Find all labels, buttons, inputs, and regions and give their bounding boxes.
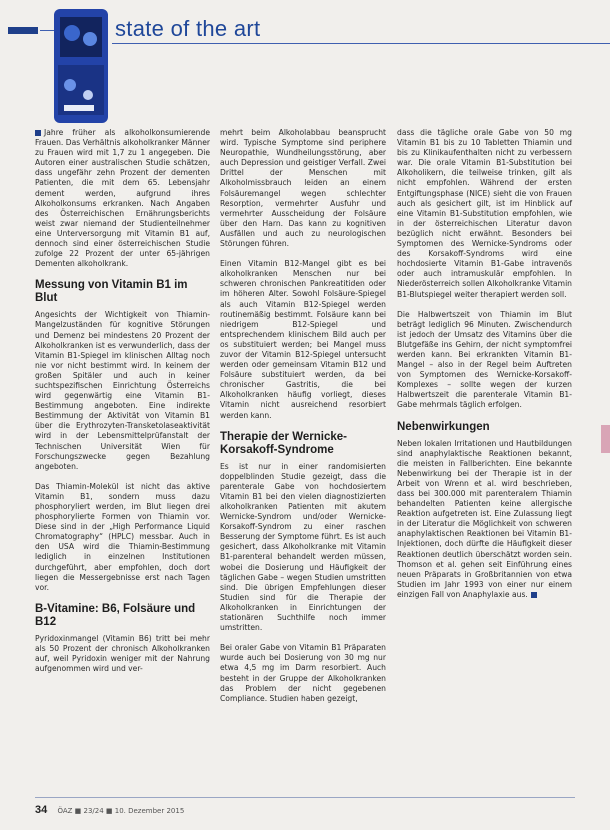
article-column-3 (397, 128, 572, 610)
subheading: B-Vitamine: B6, Folsäure und B12 (35, 602, 196, 628)
paragraph: Bei oraler Gabe von Vitamin B1 Präparaten wurde auch bei Dosierung von 30 mg nur etwa 4,5 mg im Darm resorbiert. Auch besteht in der Gruppe der Alkoholkranken das Problem der nicht gegebenen Compliance. Studien haben gezeigt, (220, 643, 386, 703)
header-rule (112, 43, 610, 44)
subheading: Therapie der Wernicke-Korsakoff-Syndrome (220, 430, 347, 456)
paragraph: Jahre früher als alkoholkonsumierende Frauen. Das Verhältnis alkoholkranker Männer zu Frauen wird mit 1,7 zu 1 angegeben. Die Autoren einer australischen Studie schätzen, dass ungefähr zehn Prozent der dementen Patienten, die mit dem 65. Lebensjahr dement werden, aufgrund ihres Alkoholkonsums erkranken. Nach Angaben des Österreichischen Ernährungsberichts weist zwar niemand der Studienteilnehmer eine Unterversorgung mit Vitamin B1 auf, dennoch sind einer österreichischen Studie zufolge 22 Prozent der unter 65-jährigen Dementen alkoholkrank. (35, 128, 210, 269)
vitamin-bottle-illustration (50, 5, 112, 127)
page-edge-tab (601, 425, 610, 453)
paragraph: Das Thiamin-Molekül ist nicht das aktive Vitamin B1, sondern muss dazu phosphoryliert werden, im Blut liegen drei phosphorylierte Formen von Thiamin vor. Diese sind in der „High Performance Liquid Chromatography“ (HPLC) messbar. Auch in den USA wird die Thiamin-Bestimmung lediglich in einzelnen Institutionen durchgeführt, aber empfohlen, doch dort liegen die Messergebnisse erst nach Tagen vor. (35, 481, 210, 592)
paragraph: Angesichts der Wichtigkeit von Thiamin-Mangelzuständen für kognitive Störungen und Demenz bei mindestens 20 Prozent der Alkoholkranken ist es verwunderlich, dass der Vitamin B1-Spiegel im klinischen Alltag noch nie vor nicht bestimmt wird. In keinem der großen Spitäler und auch in keiner suchtspezifischen Einrichtung Österreichs wird gegenwärtig eine Vitamin B1-Bestimmung angeboten. Eine indirekte Bestimmung der Aktivität von Vitamin B1 über die Erythrozyten-Transketolaseaktivität wird in der Lebensmittelprüfanstalt der Technischen Universität Wien für Forschungszwecke gegen Bezahlung angeboten. (35, 310, 210, 471)
paragraph: Pyridoxinmangel (Vitamin B6) tritt bei mehr als 50 Prozent der chronisch Alkoholkranken auf, weil Pyridoxin weniger mit der Nahrung aufgenommen wird und ver- (35, 633, 210, 674)
continuation-mark (35, 130, 41, 136)
journal-info: ÖAZ ■ 23/24 ■ 10. Dezember 2015 (57, 807, 185, 815)
paragraph: Die Halbwertszeit von Thiamin im Blut beträgt lediglich 96 Minuten. Zwischendurch ist jedoch der Umsatz des Vitamins über die Blutgefäße ins Gehirn, der nicht symptomfrei werden kann. Bei erkrankten Vitamin B1-Mangel – also in der Regel beim Auftreten von Symptomen des Wernicke-Korsakoff-Komplexes – sollte wegen der kurzen Halbwertszeit die parenterale Vitamin B1-Gabe mehrmals täglich erfolgen. (397, 309, 572, 410)
page-number: 34 (35, 804, 48, 816)
article-column-1 (35, 128, 210, 684)
footer-rule (35, 797, 575, 798)
section-title: state of the art (115, 16, 261, 41)
paragraph: Es ist nur in einer randomisierten doppelblinden Studie gezeigt, dass die parenterale Gabe von hochdosiertem Vitamin B1 bei den vielen diagnostizierten alkoholkranken Patienten mit akutem Wernicke-Syndrom und/oder Wernicke-Korsakoff-Syndrom zu einer raschen Besserung der Symptome führt. Es ist auch gesichert, dass Alkoholkranke mit Vitamin B1-parenteral behandelt werden müssen, wobei die Dosierung und Häufigkeit der täglichen Gabe – wegen Studien umstritten sind. Die übrigen Empfehlungen dieser Studien sind für die Therapie der Alkoholkranken in Einrichtungen der stationären Suchthilfe noch immer umstritten. (220, 461, 386, 633)
paragraph: dass die tägliche orale Gabe von 50 mg Vitamin B1 bis zu 10 Tabletten Thiamin und bis zu Klinikaufenthalten nicht zu verbessern war. Die orale Vitamin B1-Substitution bei Alkoholikern, die teilweise trinken, gilt als nicht empfohlen. Während der ersten Entgiftungsphase (NICE) sieht die von Frauen auch als gesichert gilt, ist im Hinblick auf eine Vitamin B1-Substitution empfohlen, wie in der österreichischen Literatur davon bezüglich nicht erwähnt. Besonders bei Symptomen des Wernicke-Syndroms oder des Korsakoff-Syndroms wird eine hochdosierte Vitamin B1-Gabe intravenös oder auch intramuskulär empfohlen. In Niederösterreich sollen Alkoholkranke Vitamin B1-Blutspiegel weiter therapiert werden soll. (397, 128, 572, 299)
paragraph: mehrt beim Alkoholabbau beansprucht wird. Typische Symptome sind periphere Neuropathie, Wundheilungsstörung, aber auch Depression und geistiger Verfall. Zwei Drittel der Menschen mit Alkoholmissbrauch leiden an einem Folsäuremangel wegen schlechter Resorption, vermehrter Ausfuhr und vermehrter Ausscheidung der Folsäure über den Harn. Das kann zu kognitiven Ausfällen und auch zu neurologischen Störungen führen. (220, 128, 386, 249)
subheading: Messung von Vitamin B1 im Blut (35, 279, 188, 305)
paragraph: Neben lokalen Irritationen und Hautbildungen sind anaphylaktische Reaktionen bekannt, die meisten in Fallberichten. Eine bekannte Nebenwirkung bei der Therapie ist in der Arbeit von Wrenn et al. wird beschrieben, dass bei 300.000 mit parenteralem Thiamin behandelten Patienten keine allergische Reaktion aufgetreten ist. Eine Zulassung liegt in der Literatur die Möglichkeit von schweren anaphylaktischen Reaktionen bei Vitamin B1-Injektionen, doch dürfte die Häufigkeit dieser Reaktionen deutlich überschätzt worden sein. Thomson et al. gehen seit Einführung eines neuen Präparats in Großbritannien von etwa Studien im Jahr 1993 von einer nur einem einzigen Fall von Anaphylaxie aus. (397, 438, 572, 599)
header-accent-bar (8, 27, 38, 34)
paragraph: Einen Vitamin B12-Mangel gibt es bei alkoholkranken Menschen nur bei schweren chronischen Pankreatitiden oder im höheren Alter. Sowohl Folsäure-Spiegel als auch Vitamin B12-Spiegel werden routinemäßig bestimmt. Folsäure kann bei niedrigem B12-Spiegel und entsprechendem klinischem Bild auch per os substituiert werden; bei Mangel muss zuvor der Vitamin B12-Spiegel untersucht werden oder gemeinsam Vitamin B12 und Folsäure substituiert werden, da bei chronischer Gastritis, die bei Alkoholkranken häufig vorliegt, dieses Vitamin nicht ausreichend resorbiert werden kann. (220, 259, 386, 420)
page-footer (35, 804, 184, 816)
subheading: Nebenwirkungen (397, 420, 490, 433)
article-column-2 (220, 128, 386, 714)
end-mark (531, 592, 537, 598)
